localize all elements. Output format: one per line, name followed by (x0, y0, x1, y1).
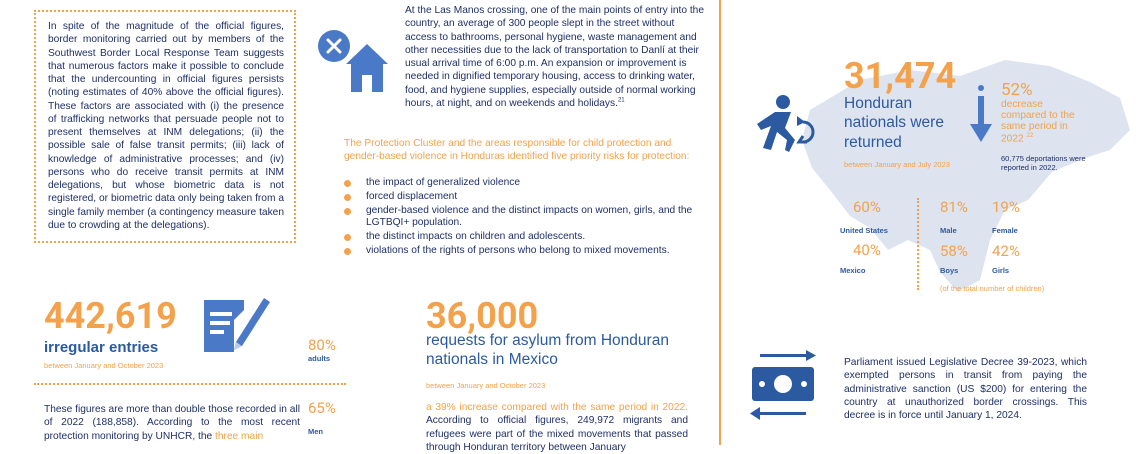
asylum-text: a 39% increase compared with the same period in 2022. According to official figures, 249,972 migrants and refugees were part of the mixed movements that passed through Honduran territory between January (426, 402, 688, 453)
men-pct: 65% (308, 399, 336, 417)
house-icon (345, 42, 389, 94)
adults-pct: 80% (308, 336, 336, 354)
irregular-label: irregular entries (44, 339, 159, 356)
dotted-separator (34, 383, 346, 385)
list-item: the impact of generalized violence (344, 177, 699, 190)
girls-label: Girls (992, 266, 1010, 275)
risk-list (344, 177, 699, 259)
list-item: the distinct impacts on children and adolescents. (344, 231, 699, 244)
mx-label: Mexico (840, 266, 866, 275)
document-edit-icon (200, 290, 272, 356)
list-item: gender-based violence and the distinct impacts on women, girls, and the LGTBQI+ population. (344, 205, 699, 231)
asylum-label: requests for asylum from Honduran nationals in Mexico (426, 332, 669, 368)
dotted-divider (917, 198, 919, 290)
asylum-period: between January and October 2023 (426, 381, 546, 390)
asylum-number: 36,000 (426, 295, 539, 337)
list-item: forced displacement (344, 191, 699, 204)
irregular-number: 442,619 (44, 295, 177, 337)
male-label: Male (940, 226, 957, 235)
las-manos-text: At the Las Manos crossing, one of the main points of entry into the country, an average of 300 people slept in the street without access to bathrooms, personal hygiene, waste management and other necessities due to the lack of transportation to Danlí at their usual arrival time of 6:00 p.m. An expansion or improvement is needed in dignified temporary housing, access to drinking water, food, and hygiene supplies, especially outside of normal working hours, at night, and on weekends and holidays. (405, 5, 705, 109)
girls-pct: 42% (992, 242, 1020, 260)
arrow-down-icon (968, 84, 994, 144)
returned-period: between January and July 2023 (844, 160, 950, 169)
money-exchange-icon (748, 350, 818, 420)
female-pct: 19% (992, 198, 1020, 216)
protection-intro: The Protection Cluster and the areas responsible for child protection and gender-based violence in Honduras identified five priority risks for protection: (344, 138, 690, 163)
decrease-pct: 52% (1001, 80, 1033, 100)
children-note: (of the total number of children) (940, 284, 1045, 293)
las-manos-block (405, 4, 705, 110)
decree-text: Parliament issued Legislative Decree 39-2023, which exempted persons in transit from paying the administrative sanction (US $200) for entering the country at unauthorized border crossings. This decree is in force until January 1, 2024. (844, 357, 1087, 421)
us-label: United States (840, 226, 888, 235)
returnee-runner-icon (745, 92, 825, 158)
boys-pct: 58% (940, 242, 968, 260)
men-label: Men (308, 427, 323, 436)
us-pct: 60% (853, 198, 881, 216)
list-item: violations of the rights of persons who belong to mixed movements. (344, 245, 699, 258)
mx-pct: 40% (853, 241, 881, 259)
undercounting-box (34, 10, 296, 243)
column-divider (719, 0, 721, 445)
footnote-21: 21 (617, 97, 625, 104)
undercounting-text: In spite of the magnitude of the official figures, border monitoring carried out by members of the Southwest Border Local Response Team suggests that numerous factors make it possible to conclude that the undercounting in official figures persists (noting estimates of 40% above the official figures). These factors are associated with (i) the presence of trafficking networks that persuade people not to present themselves at INM delegations; (ii) the possible sale of false transit permits; (iii) lack of knowledge of administrative processes; and (iv) persons who do receive transit permits at INM delegations, but whose biometric data is not registered, or biometric data only being taken from a single family member (a contingency measure taken due to crowding at the delegations). (48, 21, 284, 231)
irregular-text: These figures are more than double those recorded in all of 2022 (188,858). According to the most recent protection monitoring by UNHCR, the three main (44, 404, 300, 442)
female-label: Female (992, 226, 1018, 235)
irregular-period: between January and October 2023 (44, 361, 164, 370)
adults-label: adults (308, 354, 331, 363)
boys-label: Boys (940, 266, 959, 275)
decrease-text: decrease compared to the same period in 2022 $^{22}$ (1001, 99, 1075, 145)
deportations-note: 60,775 deportations were reported in 2022. (1001, 154, 1086, 172)
male-pct: 81% (940, 198, 968, 216)
returned-label: Honduran nationals were returned (844, 95, 944, 151)
returned-number: 31,474 (844, 55, 957, 97)
